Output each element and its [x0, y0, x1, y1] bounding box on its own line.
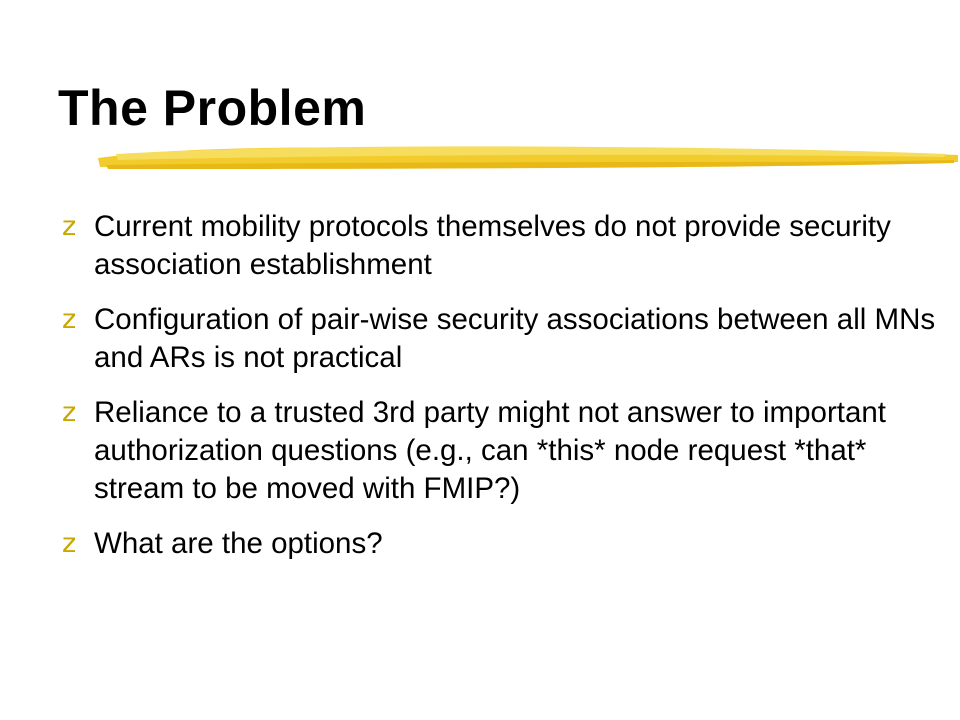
- bullet-item: [62, 301, 942, 377]
- bullet-list: [62, 208, 942, 580]
- title-underline-brushstroke: [96, 136, 960, 178]
- bullet-item: [62, 525, 942, 563]
- bullet-item: [62, 394, 942, 508]
- bullet-text: Reliance to a trusted 3rd party might not answer to important authorization questions (e.g., can *this* node request *that* stream to be moved with FMIP?): [94, 396, 886, 505]
- bullet-text: Configuration of pair-wise security associations between all MNs and ARs is not practical: [94, 303, 936, 374]
- z-bullet-icon: z: [62, 397, 77, 428]
- slide-title: The Problem: [58, 80, 367, 136]
- bullet-item: [62, 208, 942, 284]
- bullet-text: Current mobility protocols themselves do not provide security association establishment: [94, 210, 891, 281]
- z-bullet-icon: z: [62, 304, 77, 335]
- z-bullet-icon: z: [62, 528, 77, 559]
- z-bullet-icon: z: [62, 211, 77, 242]
- bullet-text: What are the options?: [94, 527, 383, 560]
